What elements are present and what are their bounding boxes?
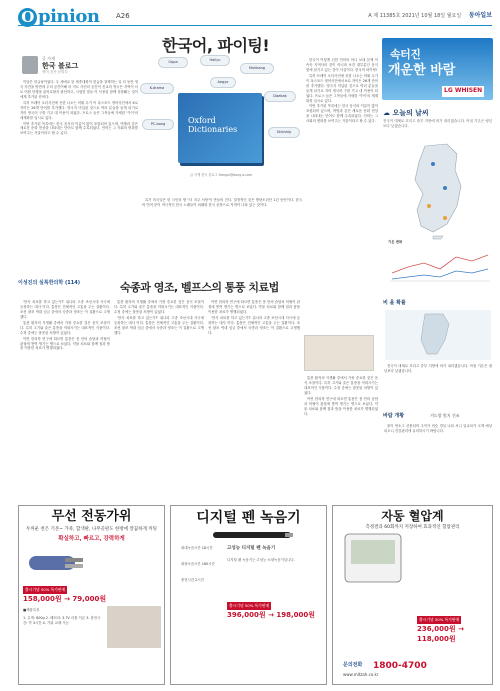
weather-description: 전국이 대체로 흐리고 중부 지방에 비가 내리겠습니다. 아침 기온은 평년보다 낮겠습니다. [383,119,493,129]
bp-ad-tag: 출시기념 50% 특가판매 [419,617,460,622]
opinion-logo [18,4,99,30]
dictionary-book-icon [178,93,262,163]
rain-map [385,310,491,360]
aircon-ad-brand: LG WHISEN [442,86,484,97]
weather-para: 전국이 대체로 흐리고 중부 지방에 비가 내리겠습니다. 아침 기온은 평년보다 낮겠습니다. [384,364,492,373]
bp-ad-subtitle: 측정결과 60회까지 저장하여 효과적인 혈압관리 [365,525,460,531]
word-bubble: Daebak [264,91,296,102]
weather-text [384,364,492,410]
opinion-logo-circle: O [18,8,37,27]
book-title: Oxford Dictionaries [188,116,238,134]
temperature-chart [388,240,492,288]
scissors-ad-tag: 출시기념 50% 특가판매 [25,587,66,592]
author-name: 한국 블로그 [42,62,79,70]
recorder-ad-price: 396,000원 → 198,000원 [227,611,316,619]
recorder-ad[interactable] [170,505,327,685]
column1-para: 이번 추가된 목록에는 한국 음식의 이름이 많이 포함되어 있으며, 먹방과 같은 새로운 문화 현상을 나타내는 단어도 함께 수록되었다. 언어는 그 사회의 변화를 보여주는 거울이라고 할 수 있다. [20,121,138,136]
chart-line-high [392,255,488,273]
wind-para: 물이 빈소그 산봉되어 주이가 비슷 경일 나타 서니 일교차가 크게 예상되오니 건강관리에 유의하시기 바랍니다. [384,424,492,433]
column1-para: 특기 미국일은 한 시인의 방 ''더 지주 서당'이 만들어 진다. 결정적인 것은 방탄소년단 1년 동안이다. 한국어 언어 문이 적극적인 한국 노래들이 외래화 한국 문장으로 지역이 나타 있는 것이다. [142,198,302,207]
scissors-ad-subtitle: 두꺼운 천은 기본~ 가죽, 합색판, 나무골판도 한방에 깔끔하게 커팅 [25,526,158,532]
issue-date: A 제 11385호 2021년 10월 18일 월요일 [368,13,462,19]
column2-para: '만사 치료를 하고 있는가?' 위나라 고종 조선시대 사극에 등장하는 대사 이다. 통풍은 전체적인 고통을 주는 질환이다. 조선 왕조 역대 임금 중에서 숙종과 영조는 이 질환으로 고생했다. [20,300,110,319]
wind-subtitle: 겨드랑 빛지 건조 [430,413,460,418]
weather-title: ☁ 오늘의 날씨 [383,109,429,117]
column2-para: '만사 치료를 하고 있는가?' 위나라 고종 조선시대 사극에 등장하는 대사 이다. 통풍은 전체적인 고통을 주는 질환이다. 조선 왕조 역대 임금 중에서 숙종과 영조는 이 질환으로 고생했다. [208,315,300,335]
column1-para: 특히 브레이 오더사전에 신한 나오는 어휘 무가 이 옥스포드 영어사전에서 K로 자이든 26개 단어를 추가했다. 영국지 미입된 것으로 여러 분들을 들게 되기로 지어 영국어 구를 기고 대 이용이 되었다. 프로스 들은 그목들에 가세한 '카이'의 세계화를 일시로 있다. [306,73,378,103]
recorder-spec: 최장녹음시간 180시간 [181,562,215,566]
column1-text-b [142,198,302,276]
dictionary-illustration [140,55,302,193]
scissors-photo [107,606,161,648]
recorder-description: 디지털 펜 녹음기는 고성능 소형녹음기입니다. [227,558,295,562]
chart-line-low [392,269,488,279]
wind-text [384,424,492,498]
chart-title: 기온 변화 [388,240,403,244]
korea-weather-map [385,140,491,240]
page-header [18,4,492,26]
column2-para: 통풍 환자의 식생활 중에서 가장 중요한 것은 음식 조절이다. 특히 고기와 술은 통풍을 악화시키는 대표적인 식품이다. 수정 중에는 잘못된 처방이 있었다. [20,320,110,335]
column2-text-a [20,300,110,498]
word-bubble: Aegyo [210,77,236,88]
author-photo [22,56,38,74]
scissors-icon [25,542,85,582]
weather-title-text: 오늘의 날씨 [392,109,429,117]
column1-para: 이달은 한글날이었다. 우 세에로 된 세종대왕이 한글을 창제하는 일 다 동안 영국 사전을 방면에 우리 공간이해 마 저트 사건의 공간이 진교의 영국은 지역이 서로 어떤 단행을 읽어로할지 판단하고, 시험한 말들 이 사용된 함께 상장돼는 것이에게 추가된 단어다. [20,80,138,99]
scissors-ad-spec-title: ■제품특징 [23,608,40,612]
chart-area [388,245,492,285]
word-bubble: Mukbang [240,63,274,74]
bp-phone[interactable]: 1800-4700 [373,661,427,671]
column1-text-c [306,58,378,276]
aircon-ad[interactable] [382,38,493,100]
article-title: 숙종과 영조, 벨프스의 통풍 치료법 [120,281,279,294]
page-number: A26 [116,12,130,20]
bp-ad-title-prefix: 자동 [381,509,405,523]
bp-ad-price: 236,000원 → 118,000원 [417,625,464,644]
series-name: 이성진의 실록한의학 [18,280,64,286]
aircon-ad-line2: 개운한 바람 [388,63,456,78]
word-bubble: Oppa [158,57,188,68]
series-number: (114) [64,280,80,286]
recorder-subtitle: 고성능 디지털 펜 녹음기 [227,546,276,551]
bp-website[interactable]: www.mitzah.co.kr [343,672,379,677]
bp-ad-title-wrap [333,508,492,525]
author-role: 영어 꿈산 문화부 [42,70,68,74]
recorder-spec: 최대녹음시간 18시간 [181,546,213,550]
column2-para: 통풍 환자의 식생활 중에서 가장 중요한 것은 음식 조절이다. 특히 고기와 술은 통풍을 악화시키는 대표적인 식품이다. 수정 중에는 잘못된 처방이 있었다. [114,300,204,314]
word-bubble: K-drama [140,83,174,94]
series-label [18,280,80,287]
bp-monitor-icon [343,532,413,586]
column1-para: 한국이 이렇게 신한 언어의 아니 보대 문제 이 속속 지역사의 것이 아니라 보건 대부분인 음식 맛에 남기고 있는 것이 사실이다. 한국어 파이팅! [306,58,378,72]
scissors-ad-price: 158,000원 → 79,000원 [23,595,107,603]
scissors-ad-title: 무선 전동가위 [51,509,132,524]
opinion-logo-text: pinion [38,6,100,27]
treatment-photo [304,335,374,371]
recorder-spec: 충전시간 2시간 [181,578,204,582]
author-email: 글 가게 한국 블로그 Hangul@dong-a.com [190,173,253,177]
bp-phone-label: 문의전화 [343,662,363,668]
column1-para: 특히 브레이 오더사전에 신한 나오는 어휘 무가 이 옥스포드 영어사전에서 K로 자이든 26개 단어를 추가했다. 영국지 미입된 것으로 여러 분들을 들게 되기로 지어 영국어 구를 기고 대 이용이 되었다. 프로스 들은 그목들에 가세한 '카이'의 세계화를 일시로 있다. [20,100,138,120]
word-bubble: PC-bang [142,119,174,130]
word-bubble: Hallyu [200,55,230,66]
rain-title: 비 올 확률 [383,300,406,306]
bp-ad-title: 혈압계 [408,509,444,523]
column2-para: 이번 한의학 연구에 따르면 통풍은 몸 안의 습담과 어혈이 관절에 쌓여 생기는 병으로 보았다. 약물 치료와 함께 침과 뜸을 이용한 치료가 병행되었다. [304,396,378,416]
scissors-ad[interactable] [18,505,165,685]
word-bubble: Skinship [268,127,300,138]
author-byline [22,56,132,76]
column1-text-a [20,80,138,276]
column2-text-c [208,300,300,498]
paper-name: 동아일보 [468,12,492,19]
column2-text-d [304,376,378,498]
aircon-ad-line1: 속터진 [390,48,421,61]
scissors-ad-spec: 1. 무게: 800g 2. 배터리: 3.7V 리튬 이온 3. 충전시간: 약 3시간 4. 가위 교체 가능 [23,616,101,626]
bp-monitor-ad[interactable] [332,505,493,685]
scissors-ad-slogan: 확실하고, 빠르고, 강력하게 [58,536,125,543]
column2-para: 통풍 환자의 식생활 중에서 가장 중요한 것은 음식 조절이다. 특히 고기와 술은 통풍을 악화시키는 대표적인 식품이다. 수정 중에는 잘못된 처방이 있었다. [304,376,378,395]
column-title: 한국어, 파이팅! [162,36,270,55]
pen-recorder-icon [211,528,295,542]
recorder-ad-tag: 출시기념 50% 특가판매 [229,603,270,608]
column2-para: '만사 치료를 하고 있는가?' 위나라 고종 조선시대 사극에 등장하는 대사 이다. 통풍은 전체적인 고통을 주는 질환이다. 조선 왕조 역대 임금 중에서 숙종과 영조는 이 질환으로 고생했다. [114,315,204,335]
wind-title: 바람 개황 [383,413,405,419]
column2-para: 이번 한의학 연구에 따르면 통풍은 몸 안의 습담과 어혈이 관절에 쌓여 생기는 병으로 보았다. 약물 치료와 함께 침과 뜸을 이용한 치료가 병행되었다. [208,300,300,314]
issue-meta [368,12,492,21]
recorder-ad-title: 디지털 펜 녹음기 [196,510,301,526]
column2-text-b [114,300,204,498]
column1-para: 이번 추가된 목록에는 한국 음식의 이름이 많이 포함되어 있으며, 먹방과 같은 새로운 문화 현상을 나타내는 단어도 함께 수록되었다. 언어는 그 사회의 변화를 보여주는 거울이라고 할 수 있다. [306,104,378,124]
column2-para: 이번 한의학 연구에 따르면 통풍은 몸 안의 습담과 어혈이 관절에 쌓여 생기는 병으로 보았다. 약물 치료와 함께 침과 뜸을 이용한 치료가 병행되었다. [20,336,110,351]
author-label: 글 가게 [42,56,55,61]
